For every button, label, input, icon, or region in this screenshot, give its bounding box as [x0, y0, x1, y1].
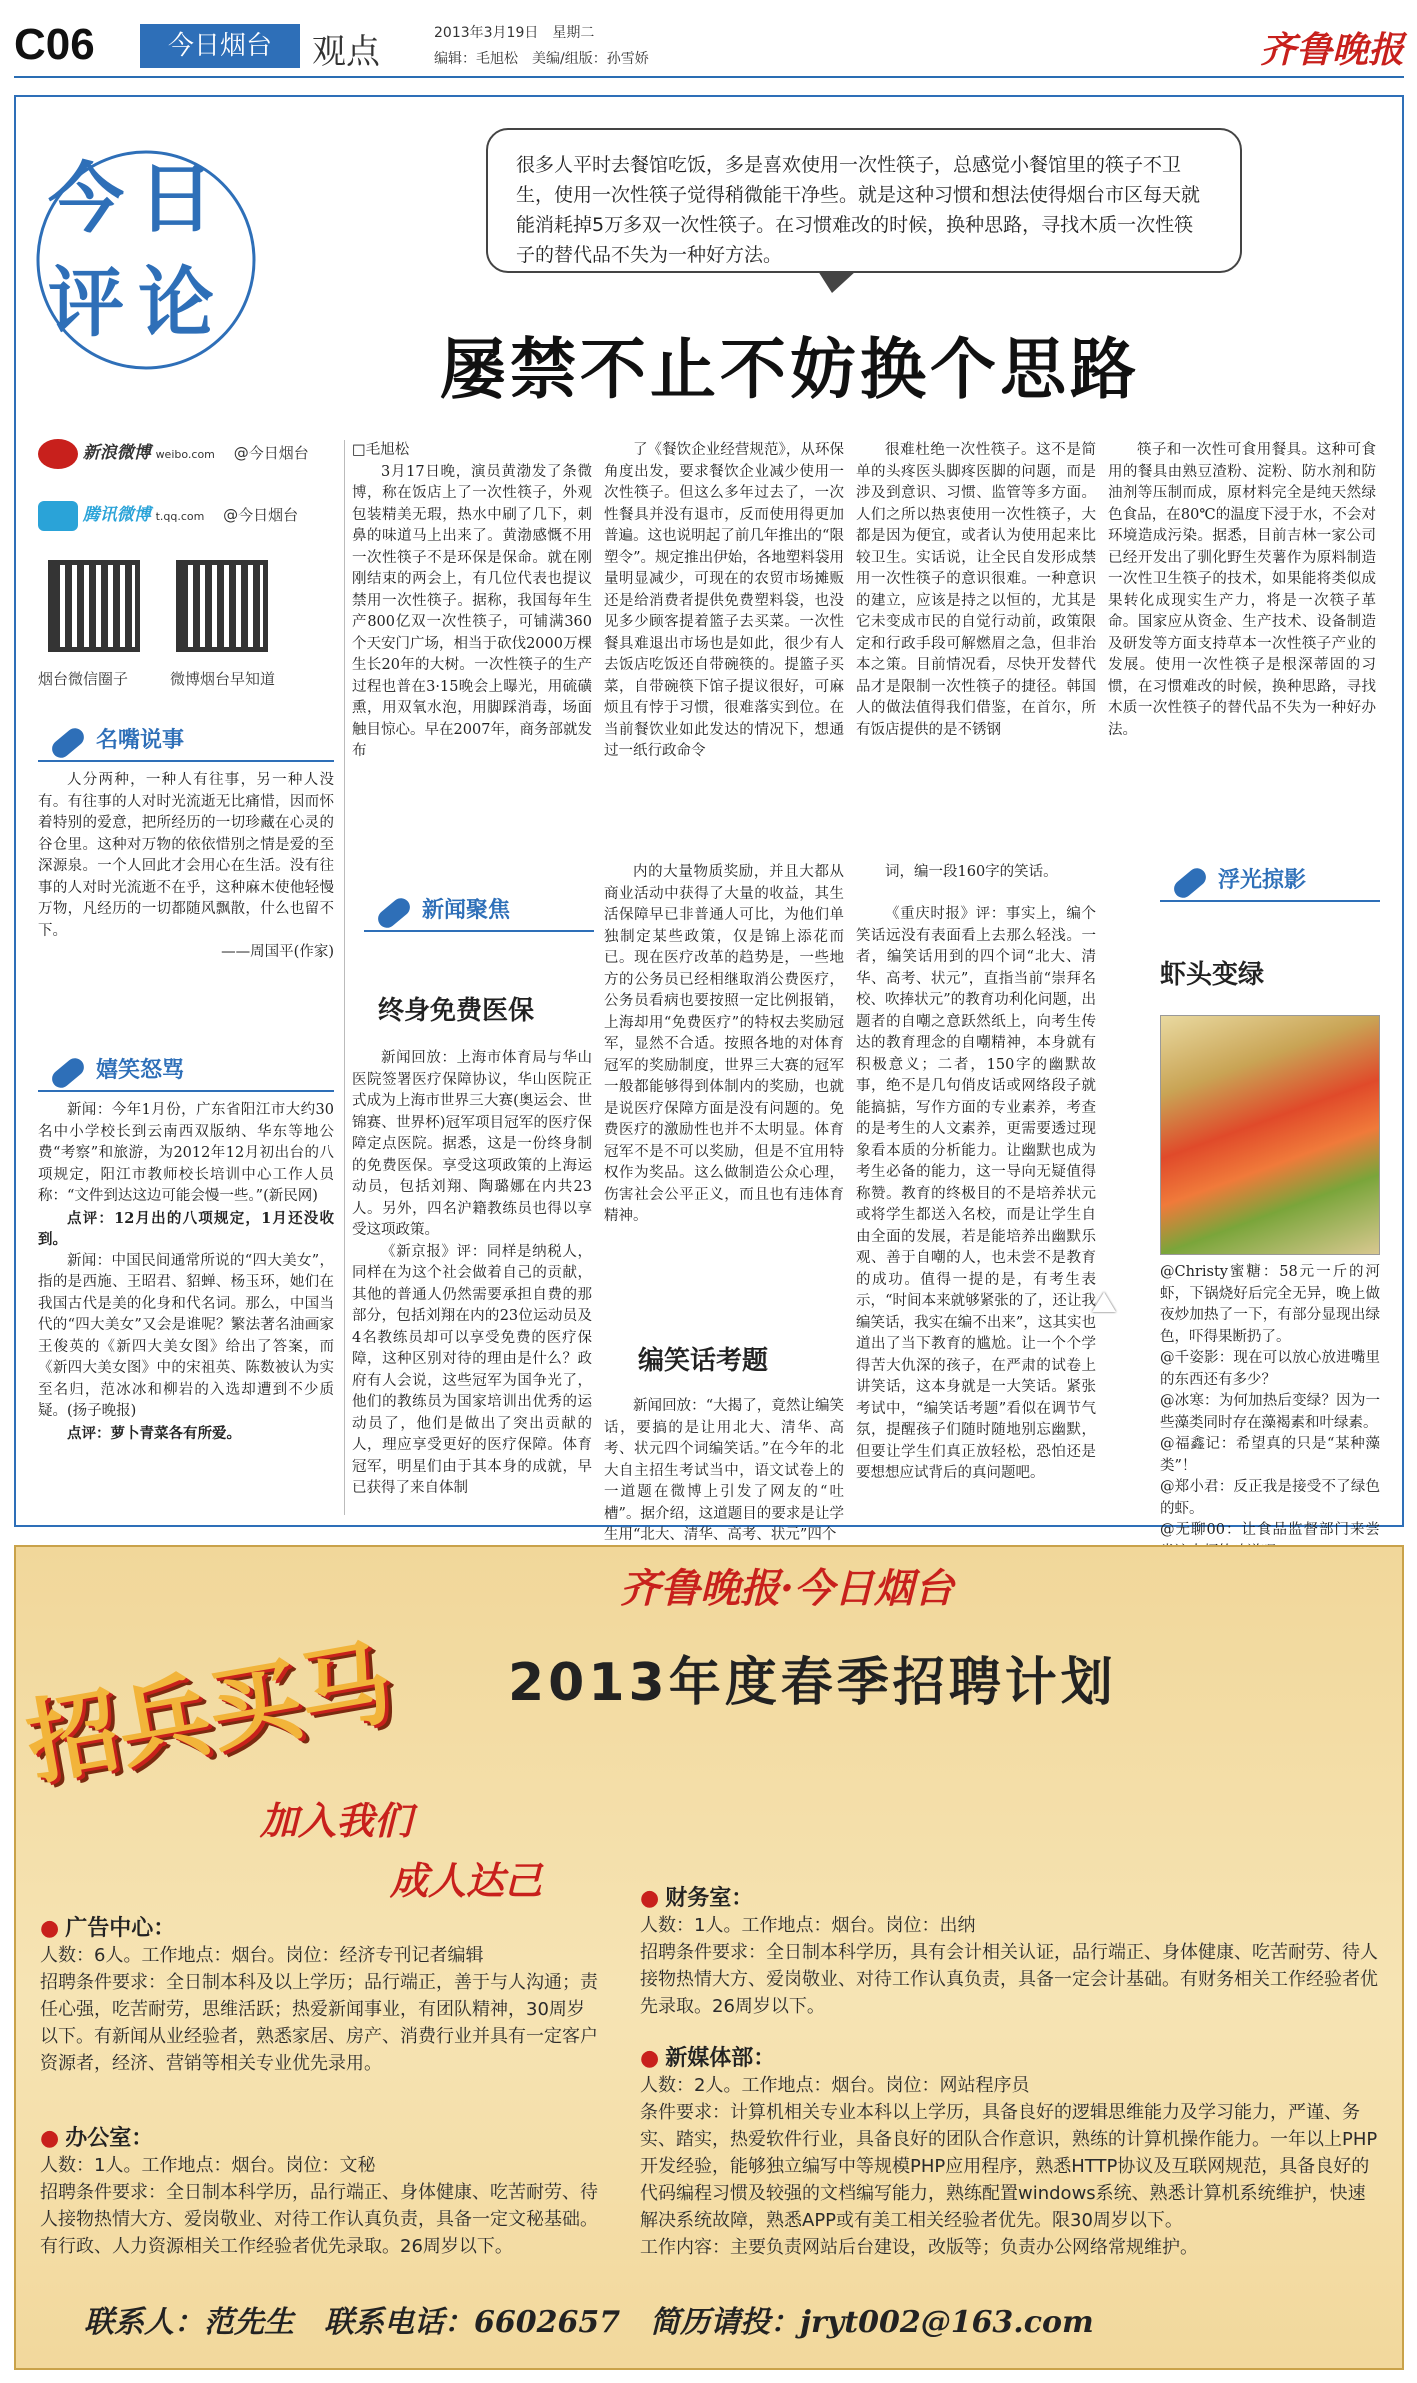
dept-title: ● 广告中心：: [40, 1915, 600, 1942]
dept-body: 人数：1人。工作地点：烟台。岗位：出纳 招聘条件要求：全日制本科学历，具有会计相关认证，品行端正、身体健康、吃苦耐劳、待人接物热情大方、爱岗敬业、对待工作认真负责，具备一定会计基础。有财务相关工作经验者优先录取。26周岁以下。: [640, 1915, 1378, 2017]
tencent-row[interactable]: [38, 500, 338, 531]
dept-title: ● 办公室：: [40, 2125, 600, 2152]
badge-char: 评: [48, 258, 124, 347]
section-tag: 今日烟台: [140, 24, 300, 68]
dept-body: 人数：6人。工作地点：烟台。岗位：经济专刊记者编辑 招聘条件要求：全日制本科及以上学历；品行端正，善于与人沟通；责任心强，吃苦耐劳，思维活跃；热爱新闻事业，有团队精神，30周岁以下。有新闻从业经验者，熟悉家居、房产、消费行业并具有一定客户资源者，经济、营销等相关专业优先录用。: [40, 1945, 598, 2074]
ad-slogan: 成人达己: [390, 1858, 543, 1903]
weibo-comments: @Christy蜜糖：58元一斤的河虾，下锅烧好后完全无异，晚上做夜炒加热了一下，有部分显现出绿色，吓得果断扔了。 @千姿影：现在可以放心放进嘴里的东西还有多少？ @冰寒：为何加热后变绿？因为一些藻类同时存在藻褐素和叶绿素。 @福鑫记：希望真的只是“某种藻类”！ @郑小君：反正我是接受不了绿色的虾。 @无聊00：让食品监督部门来尝: [1160, 1264, 1380, 1538]
tencent-handle: @今日烟台: [223, 506, 299, 524]
decorative-arrow: [1092, 1292, 1116, 1312]
badge-char: 今: [48, 154, 124, 243]
paragraph: 新闻回放：“大揭了，竟然让编笑话，要搞的是让用北大、清华、高考、状元四个词编笑话。”在今年的北大自主招生考试当中，语文试卷上的一道题在微博上引发了网友的“吐槽”。据介绍，这道题目的要求是让学生用“北大、清华、高考、状元”四个: [604, 1398, 844, 1543]
dept-office: [40, 2125, 600, 2260]
headline: 屡禁不止不妨换个思路: [440, 330, 1140, 408]
tencent-url: t.qq.com: [155, 510, 205, 523]
article-title-joke: 编笑话考题: [638, 1346, 769, 1376]
ad-big-title: 招兵买马: [18, 1628, 400, 1799]
paragraph: 《重庆时报》评：事实上，编个笑话远没有表面看上去那么轻浅。一者，编笑话用到的四个词“北大、清华、高考、状元”，直指当前“崇拜名校、吹捧状元”的教育功利化问题，出题者的自嘲之意跃然纸上，向考生传达的教育理念的自嘲精神，本身就有积极意义；二者，150字的幽默故事，绝不是几句俏皮话或网络段子就能搞掂，写作方面的专业素养，考查的是考生的人文素养，更需要透过现象看本质的分析能力。让幽默也成为考生必备的能力，这一导向无疑值得称赞。教育的终极目的不是培养状元或将学生都送入名校，而是让学生自由全面的发展，若是能培养出幽默乐观、善于自嘲的人，也未尝不是教育的成功。值得一提的是，有考生表示，“时间本来就够紧张的了，还让我编笑话，我实在编不出来”，这其实也道出了当下教育的尴尬。让一个个学得苦大仇深的孩子，在严肃的试卷上讲笑话，这本身就是一大笑话。紧张考试中，“编笑话考题”看似在调节气氛，提醒孩子们随时随地别忘幽默，但要让学生们真正放轻松，恐怕还是要想想应试背后的真问题吧。: [856, 906, 1096, 1481]
paragraph: 《新京报》评：同样是纳税人，同样在为这个社会做着自己的贡献，其他的普通人仍然需要承担自费的那部分，包括刘翔在内的23位运动员及4名教练员却可以享受免费的医疗保障，这种区别对待的理由是什么？政府有人会说，这些冠军为国争光了，他们的教练员为国家培训出优秀的运动员了，他们是做出了突出贡献的人，理应享受更好的医疗保障。体育冠军，明星们由于其本身的成就，早已获得了来自体制: [352, 1243, 592, 1496]
contact-line[interactable]: 联系人：范先生 联系电话：6602657 简历请投：jryt002@163.com: [84, 2305, 1094, 2340]
dept-ad-center: [40, 1915, 600, 2077]
paragraph: 了《餐饮企业经营规范》，从环保角度出发，要求餐饮企业减少使用一次性筷子。但这么多年过去了，一次性餐具并没有退市，反而使用得更加普遍。这也说明起了前几年推出的“限塑令”。规定推出伊始，各地塑料袋用量明显减少，可现在的农贸市场摊贩还是给消费者提供免费塑料袋，也没见多少顾客提着篮子去买菜。一次性餐具难退出市场也是如此，很少有人去饭店吃饭还自带碗筷的。提篮子买菜，自带碗筷下馆子提议很好，可麻烦且有悖于习惯，很难落实到位。在当前餐饮业如此发达的情况下，想通过一纸行政命令: [604, 442, 844, 759]
paragraph: 新闻：中国民间通常所说的“四大美女”，指的是西施、王昭君、貂蝉、杨玉环，她们在我国古代是美的化身和代名词。那么，中国当代的“四大美女”又会是谁呢？繁法著名油画家王俊英的《新四大美女图》给出了答案，而《新四大美女图》中的宋祖英、陈数被认为实至名归，范冰冰和柳岩的入选却遭到不少质疑。(扬子晚报): [38, 1252, 334, 1419]
ad-slogan: 加入我们: [260, 1798, 413, 1843]
editorial-col-1: [352, 440, 592, 850]
column-badge: [34, 120, 284, 440]
ad-title: 2013年度春季招聘计划: [508, 1653, 1117, 1713]
ad-brand: 齐鲁晚报·今日烟台: [620, 1565, 954, 1612]
weibo-handle: @今日烟台: [233, 444, 309, 462]
paragraph: 词，编一段160字的笑话。: [885, 864, 1058, 880]
paragraph: 很难杜绝一次性筷子。这不是简单的头疼医头脚疼医脚的问题，而是涉及到意识、习惯、监管等多方面。人们之所以热衷使用一次性筷子，大都是因为便宜，或者认为使用起来比较卫生。实话说，让全民自发形成禁用一次性筷子的意识很难。一种意识的建立，应该是持之以恒的，尤其是它未变成市民的自觉行动前，政策限定和行政手段可解燃眉之急，但非治本之策。目前情况看，尽快开发替代品才是限制一次性筷子的捷径。韩国人的做法值得我们借鉴，在首尔，所有饭店提供的是不锈钢: [856, 442, 1096, 738]
dept-finance: [640, 1885, 1380, 2020]
paragraph: 筷子和一次性可食用餐具。这种可食用的餐具由熟豆渣粉、淀粉、防水剂和防油剂等压制而成，原材料完全是纯天然绿色食品，在80℃的温度下浸于水，不会对环境造成污染。据悉，目前吉林一家公司已经开发出了驯化野生芡薯作为原料制造一次性卫生筷子的技术，如果能将类似成果转化成现实生产力，将是一次筷子革命。国家应从资金、生产技术、设备制造及研发等方面支持草本一次性筷子产业的发展。使用一次性筷子是根深蒂固的习惯，在习惯难改的时候，换种思路，寻找木质一次性筷子的替代品不失为一种好办法。: [1108, 442, 1376, 738]
page-number: C06: [14, 20, 95, 69]
microphone-icon: [48, 1055, 87, 1092]
column-divider: [344, 440, 345, 1515]
section-label-satire: [38, 1052, 334, 1092]
dept-title: ● 财务室：: [640, 1885, 1380, 1912]
badge-char: 日: [138, 154, 214, 243]
lead-bubble: 很多人平时去餐馆吃饭，多是喜欢使用一次性筷子，总感觉小餐馆里的筷子不卫生，使用一次性筷子觉得稍微能干净些。就是这种习惯和想法使得烟台市区每天就能消耗掉5万多双一次性筷子。在习惯难改的时候，换种思路，寻找木质一次性筷子的替代品不失为一种好方法。: [486, 128, 1242, 273]
satire-text: [38, 1100, 334, 1520]
medical-col-1: [352, 1048, 592, 1508]
paragraph: 人分两种，一种人有往事，另一种人没有。有往事的人对时光流逝无比痛惜，因而怀着特别的爱意，把所经历的一切珍藏在心灵的谷仓里。这种对万物的依依惜别之情是爱的至深源泉。一个人回此才会用心在生活。没有往事的人对时光流逝不在乎，这种麻木使他轻慢万物，凡经历的一切都随风飘散，什么也留不下。: [38, 772, 334, 939]
page-header: [14, 18, 1404, 78]
dept-body: 人数：2人。工作地点：烟台。岗位：网站程序员 条件要求：计算机相关专业本科以上学历，具备良好的逻辑思维能力及学习能力，严谨、务实、踏实，热爱软件行业，具备良好的团队合作意识，熟练的计算机操作能力。一年以上PHP开发经验，能够独立编写中等规模PHP应用程序，熟悉HTTP协议及互联网规范，具备良好的代码编程习惯及较强的文档编写能力，熟练配置windows系统、熟悉计算机系统维护，快速解决系统故障，熟悉APP或有美工相关经验者优先。限30周岁以下。 工作内容：主要负责网站后台建设，改版等；负责办公网络常规维护。: [640, 2075, 1378, 2258]
qr-caption: 烟台微信圈子: [38, 670, 129, 688]
weibo-row[interactable]: [38, 438, 338, 469]
weibo-url: weibo.com: [155, 448, 215, 461]
topic-title: 观点: [312, 32, 380, 72]
section-label-floating: [1160, 862, 1380, 902]
tencent-name: 腾讯微博: [82, 505, 151, 525]
qr-code[interactable]: [176, 560, 268, 652]
joke-col-1: [604, 1396, 844, 1543]
medical-col-2: [604, 862, 844, 1312]
editorial-col-3: [856, 440, 1096, 850]
microphone-icon: [374, 895, 413, 932]
section-label-celebrity: [38, 722, 334, 762]
paragraph: 新闻：今年1月份，广东省阳江市大约30名中小学校长到云南西双版纳、华东等地公费“考察”和旅游，为2012年12月初出台的八项规定，阳江市教师校长培训中心工作人员称：“文件到达这边可能会慢一些。”(新民网): [38, 1102, 334, 1204]
joke-col-2b: [856, 904, 1096, 1512]
dept-title: ● 新媒体部：: [640, 2045, 1380, 2072]
article-title-medical: 终身免费医保: [378, 996, 535, 1026]
paragraph: 内的大量物质奖励，并且大都从商业活动中获得了大量的收益，其生活保障早已非普通人可比，为他们单独制定某些政策，仅是锦上添花而已。现在医疗改革的趋势是，一些地方的公务员已经相继取消公费医疗，公务员看病也要按照一定比例报销，上海却用“免费医疗”的特权去奖励冠军，显然不合适。按照各地的对体育冠军的奖励制度，世界三大赛的冠军一般都能够得到体制内的奖励，也就是说医疗保障方面是没有问题的。免费医疗的激励性也并不太明显。体育冠军不是不可以奖励，但是不宜用特权作为奖品。这么做制造公众心理，伤害社会公平正义，而且也有违体育精神。: [604, 864, 844, 1224]
badge-char: 论: [138, 258, 214, 347]
shrimp-photo: [1160, 1015, 1380, 1255]
newspaper-logo: 齐鲁晚报: [1259, 29, 1404, 71]
qr-caption: 微博烟台早知道: [170, 670, 276, 688]
microphone-icon: [1170, 865, 1209, 902]
celebrity-text: [38, 770, 334, 1020]
byline: □毛旭松: [352, 442, 410, 458]
paragraph: 新闻回放：上海市体育局与华山医院签署医疗保障协议，华山医院正式成为上海市世界三大赛(奥运会、世锦赛、世界杯)冠军项目冠军的医疗保障定点医院。据悉，这是一份终身制的免费医保。享受这项政策的上海运动员，包括刘翔、陶璐娜在内共23人。另外，四名沪籍教练员也得以享受这项政策。: [352, 1050, 592, 1238]
microphone-icon: [48, 725, 87, 762]
label-text: 嬉笑怒骂: [96, 1058, 185, 1083]
comment: 点评：萝卜青菜各有所爱。: [67, 1424, 241, 1442]
paragraph: 3月17日晚，演员黄渤发了条微博，称在饭店上了一次性筷子，外观包装精美无瑕，热水中刷了几下，刺鼻的味道马上出来了。黄渤感慨不用一次性筷子不是环保是保命。就在刚刚结束的两会上，有几位代表也提议禁用一次性筷子。据称，我国每年生产800亿双一次性筷子，可铺满360个天安门广场，相当于砍伐2000万棵生长20年的大树。一次性筷子的生产过程也普在3·15晚会上曝光，用硫磺熏，用双氧水泡，用脚踩消毒，场面触目惊心。早在2007年，商务部就发布: [352, 463, 592, 759]
comment: 点评：12月出的八项规定，1月还没收到。: [38, 1209, 334, 1248]
issue-date: 2013年3月19日 星期二: [434, 25, 595, 41]
tencent-icon: [38, 501, 78, 531]
author: ——周国平(作家): [221, 944, 334, 960]
joke-col-2a: [856, 862, 1096, 890]
label-text: 名嘴说事: [96, 728, 185, 753]
editor-credits: 编辑：毛旭松 美编/组版：孙雪娇: [434, 51, 649, 67]
floating-title: 虾头变绿: [1160, 960, 1265, 990]
qr-code[interactable]: [48, 560, 140, 652]
editorial-col-4: [1108, 440, 1376, 850]
weibo-name: 新浪微博: [82, 443, 151, 463]
dept-new-media: [640, 2045, 1380, 2261]
label-text: 浮光掠影: [1218, 868, 1307, 893]
dept-body: 人数：1人。工作地点：烟台。岗位：文秘 招聘条件要求：全日制本科学历，品行端正、身体健康、吃苦耐劳、待人接物热情大方、爱岗敬业、对待工作认真负责，具备一定文秘基础。有行政、人力资源相关工作经验者优先录取。26周岁以下。: [40, 2155, 598, 2257]
weibo-icon: [38, 439, 78, 469]
label-text: 新闻聚焦: [422, 898, 511, 923]
section-label-news: [364, 892, 594, 932]
editorial-col-2: [604, 440, 844, 850]
